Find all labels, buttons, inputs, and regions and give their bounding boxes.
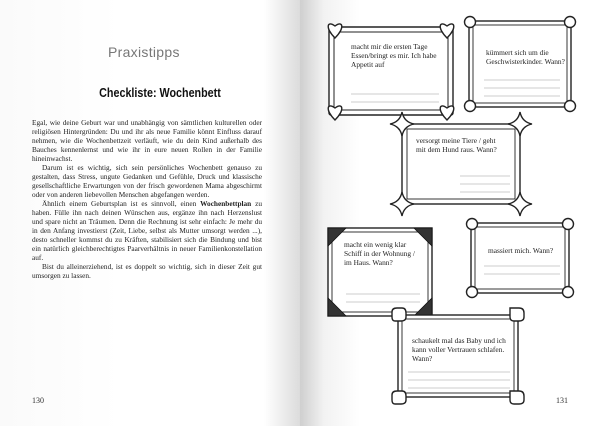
checklist-card-pets	[388, 110, 534, 218]
right-page	[300, 0, 600, 426]
paragraph	[32, 199, 262, 262]
card-text: kümmert sich um die Geschwisterkinder. Wann?	[486, 48, 565, 67]
card-text: massiert mich. Wann?	[488, 246, 554, 255]
card-text: schaukelt mal das Baby und ich kann voller Vertrauen schlafen. Wann?	[412, 336, 506, 364]
paragraph-emphasis: Wochenbettplan	[200, 199, 252, 208]
star-frame-icon	[388, 110, 534, 218]
card-text: versorgt meine Tiere / geht mit dem Hund raus. Wann?	[416, 136, 497, 155]
checklist-card-food	[321, 18, 461, 124]
checklist-card-baby	[388, 306, 528, 406]
checklist-title: Checkliste: Wochenbett	[99, 86, 221, 100]
knob-frame-icon	[464, 216, 576, 300]
paragraph: Bist du alleinerziehend, ist es doppelt so wichtig, sich in dieser Zeit gut umsorgen zu lassen.	[32, 262, 262, 280]
checklist-card-massage	[464, 216, 576, 300]
paragraph-text: Ähnlich einem Geburtsplan ist es sinnvoll, einen	[42, 199, 201, 208]
heart-frame-icon	[321, 18, 461, 124]
page-number-left: 130	[32, 396, 44, 405]
paragraph-text: zu haben. Fülle ihn nach deinen Wünschen aus, ergänze ihn nach Herzenslust und spare nicht an Träumen. Denn die Rechnung ist sehr einfach: Je mehr du in den Anfang investierst (Zeit, Liebe, selbst als Mutter umsorgt werden ...), desto schneller kommst du zu Kräften, stabilisiert sich die Bindung und bist ein natürlich gleichberechtigtes Paarverhältnis in neuer Familienkonstellation auf.	[32, 199, 262, 262]
paragraph: Darum ist es wichtig, sich sein persönliches Wochenbett genauso zu gestalten, dass Stress, ungute Gedanken und Gefühle, Druck und klassische gesellschaftliche Erwartungen von der frisch gewordenen Mama abgeschirmt oder von anderen liebevollen Menschen abgefangen werden.	[32, 163, 262, 199]
checklist-card-siblings	[462, 14, 578, 114]
card-text: macht mir die ersten Tage Essen/bringt es mir. Ich habe Appetit auf	[351, 42, 437, 70]
page-number-right: 131	[556, 396, 568, 405]
body-text	[32, 118, 262, 280]
section-header: Praxistipps	[108, 44, 180, 60]
paragraph: Egal, wie deine Geburt war und unabhängig von sämtlichen kulturellen oder religiösen Hintergründen: Du und ihr als neue Familie könnt Einfluss darauf nehmen, wie die Wochenbettzeit verläuft, wie du dein Kind außerhalb des Bauches kennenlernst und wie ihr in eure neuen Rollen in der Familie hineinwachst.	[32, 118, 262, 163]
card-text: macht ein wenig klar Schiff in der Wohnung / im Haus. Wann?	[344, 240, 415, 268]
